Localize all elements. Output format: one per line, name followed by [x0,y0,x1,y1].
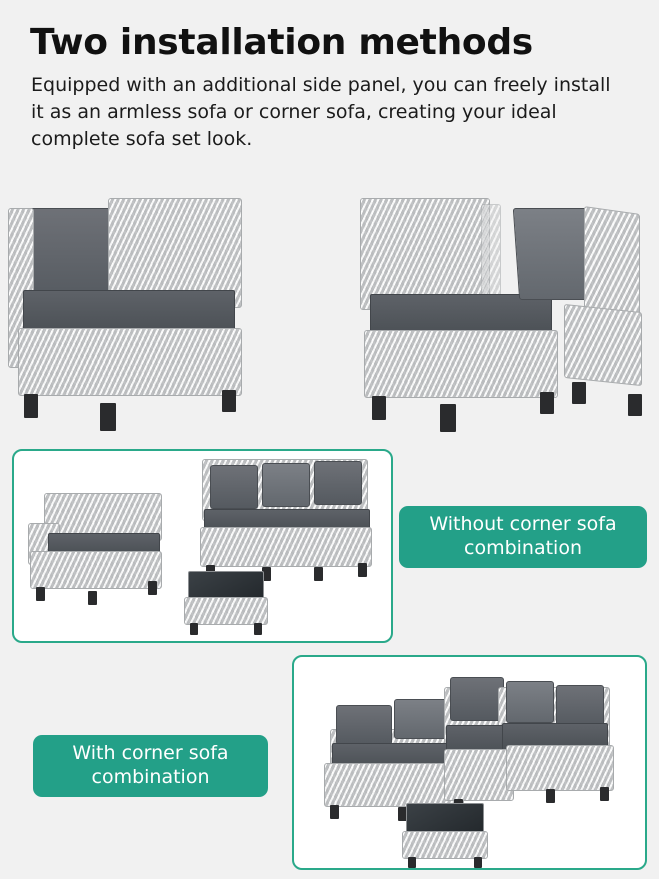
label-without-corner-sofa: Without corner sofa combination [399,506,647,568]
detached-side-panel-ghost [481,204,501,300]
installation-comparison [0,190,659,445]
foot [148,581,157,595]
base-left [324,763,464,807]
foot [254,623,262,635]
label-with-corner-sofa: With corner sofa combination [33,735,268,797]
foot [100,403,116,431]
back-cushion [336,705,392,745]
foot [88,591,97,605]
back-cushion [394,699,450,739]
foot [222,390,236,412]
corner-back-cushion [450,677,504,721]
base-corner [444,749,514,801]
foot [372,396,386,420]
foot [474,857,482,868]
foot [190,623,198,635]
base [200,527,372,567]
sofa-base [364,330,558,398]
foot [24,394,38,418]
foot [628,394,642,416]
foot [314,567,323,581]
foot [546,789,555,803]
foot [540,392,554,414]
panel-without-corner-sofa [12,449,393,643]
table-base [402,831,488,859]
back-cushion [262,463,310,507]
table-base [184,597,268,625]
base [30,551,162,589]
back-cushion [314,461,362,505]
foot [330,805,339,819]
side-panel-base [564,304,642,386]
base-right [506,745,614,791]
panel-with-corner-sofa [292,655,647,870]
foot [358,563,367,577]
foot [440,404,456,432]
foot [408,857,416,868]
back-cushion [556,685,604,727]
page-title: Two installation methods [30,22,533,63]
foot [36,587,45,601]
back-cushion-left [25,208,116,302]
side-panel-cushion [513,208,595,300]
foot [600,787,609,801]
back-cushion [506,681,554,723]
back-cushion [210,465,258,509]
page-description: Equipped with an additional side panel, you can freely install it as an armless sofa or corner sofa, creating your ideal complete sofa set look. [31,74,611,150]
foot [572,382,586,404]
sofa-base [18,328,242,396]
